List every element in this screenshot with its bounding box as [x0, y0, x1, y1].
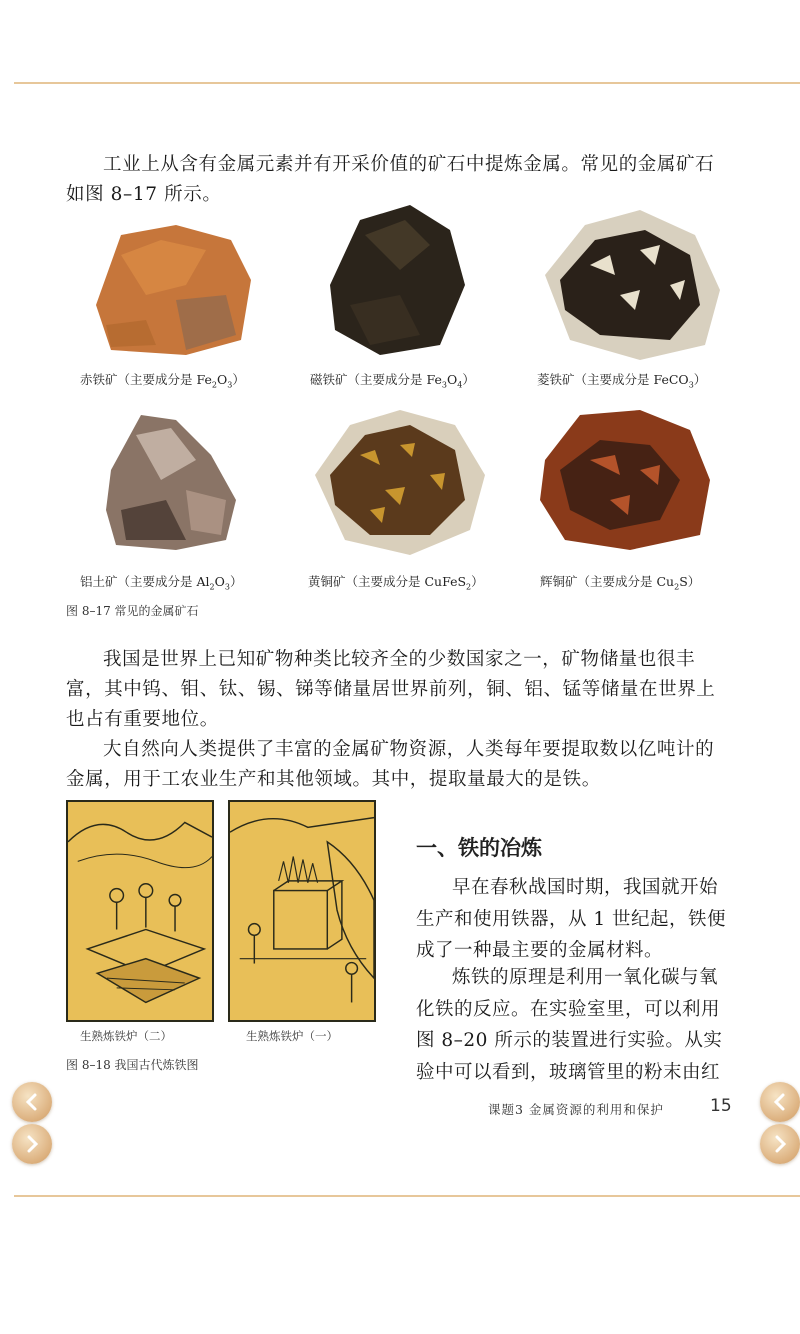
siderite-image — [520, 195, 740, 370]
chalcopyrite-image — [290, 395, 510, 570]
extraction-paragraph: 大自然向人类提供了丰富的金属矿物资源，人类每年要提取数以亿吨计的 金属，用于工农业生产和其他领域。其中，提取量最大的是铁。 — [66, 739, 715, 790]
section-title: 一、铁的冶炼 — [416, 836, 542, 860]
intro-line-1: 工业上从含有金属元素并有开采价值的矿石中提炼金属。常见的金属矿石 — [103, 154, 715, 175]
page-number: 15 — [710, 1096, 732, 1116]
chalcocite-image — [520, 400, 740, 575]
hematite-image — [66, 205, 286, 380]
bauxite-image — [66, 400, 286, 575]
prev-page-button-left[interactable] — [12, 1082, 52, 1122]
chalcocite-caption: 辉铜矿（主要成分是 $Cu_2S$） — [540, 574, 701, 592]
siderite-caption: 菱铁矿（主要成分是 FeCO$_3$） — [537, 372, 707, 390]
chevron-right-icon — [768, 1132, 792, 1156]
figure-8-18-caption: 图 8–18 我国古代炼铁图 — [66, 1058, 199, 1072]
bauxite-caption: 铝土矿（主要成分是 $Al_2O_3$） — [80, 574, 243, 592]
next-page-button-right[interactable] — [760, 1124, 800, 1164]
prev-page-button-right[interactable] — [760, 1082, 800, 1122]
woodcut-right-caption: 生熟炼铁炉（一） — [246, 1029, 338, 1043]
chevron-left-icon — [20, 1090, 44, 1114]
magnetite-caption: 磁铁矿（主要成分是 $Fe_3O_4$） — [310, 372, 475, 390]
principle-paragraph: 炼铁的原理是利用一氧化碳与氧 化铁的反应。在实验室里，可以利用 图 8–20 所示的装置进行实验。从实 验中可以看到，玻璃管里的粉末由红 — [416, 967, 723, 1083]
woodcut-furnace-1 — [228, 800, 376, 1022]
chalcopyrite-caption: 黄铜矿（主要成分是 CuFeS$_2$） — [308, 574, 484, 592]
history-paragraph: 早在春秋战国时期，我国就开始 生产和使用铁器，从 1 世纪起，铁便 成了一种最主要的金属材料。 — [416, 877, 727, 961]
magnetite-image — [290, 195, 510, 370]
bottom-divider — [14, 1195, 800, 1197]
top-divider — [14, 82, 800, 84]
minerals-paragraph: 我国是世界上已知矿物种类比较齐全的少数国家之一，矿物储量也很丰 富，其中钨、钼、钛、锡、锑等储量居世界前列，铜、铝、锰等储量在世界上 也占有重要地位。 — [66, 649, 716, 730]
hematite-caption: 赤铁矿（主要成分是 $Fe_2O_3$） — [80, 372, 245, 390]
woodcut-furnace-2 — [66, 800, 214, 1022]
figure-8-17-caption: 图 8–17 常见的金属矿石 — [66, 604, 199, 618]
chevron-left-icon — [768, 1090, 792, 1114]
intro-line-2: 如图 8–17 所示。 — [66, 184, 222, 205]
next-page-button-left[interactable] — [12, 1124, 52, 1164]
chevron-right-icon — [20, 1132, 44, 1156]
chapter-footer: 课题3 金属资源的利用和保护 — [488, 1102, 664, 1117]
woodcut-left-caption: 生熟炼铁炉（二） — [80, 1029, 172, 1043]
